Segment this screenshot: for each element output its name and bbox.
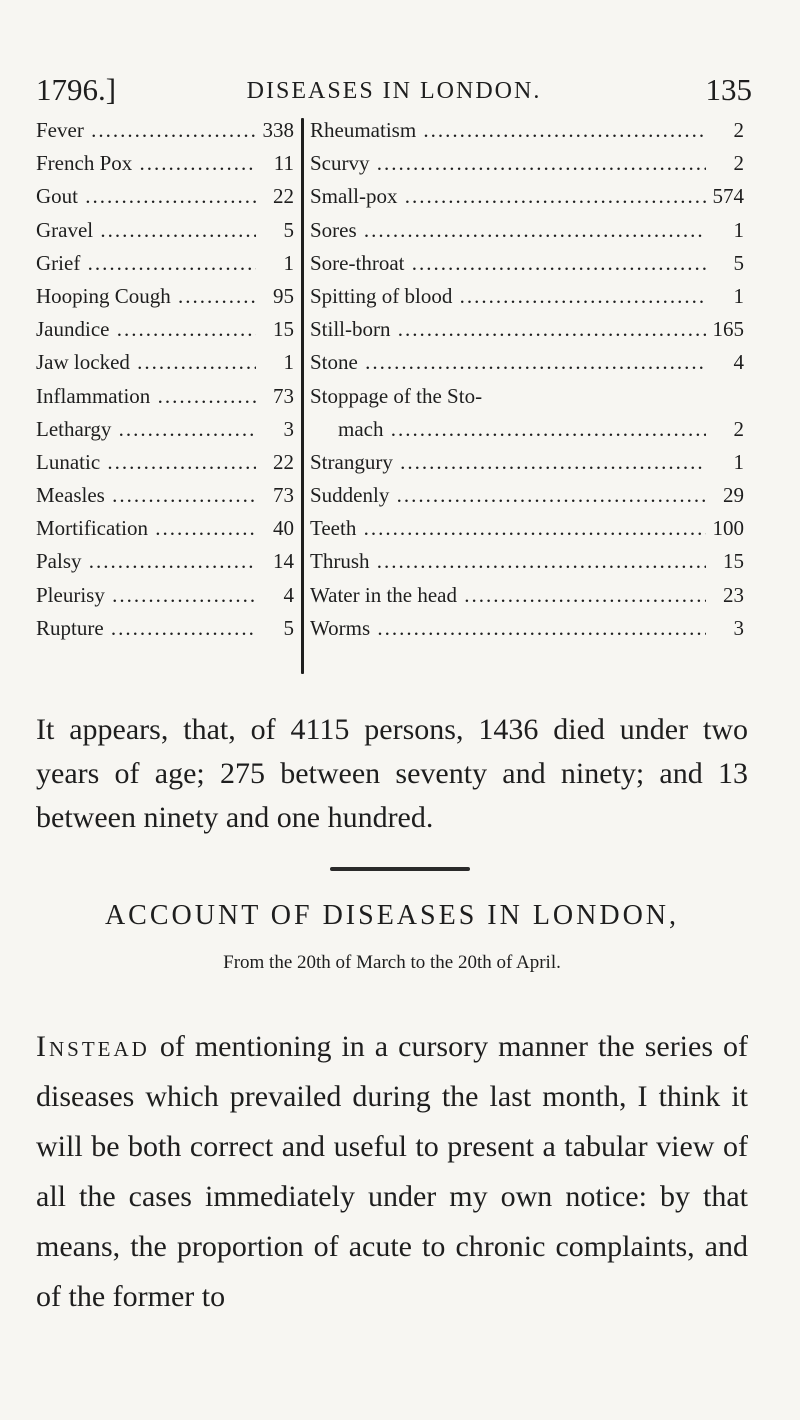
disease-name: Teeth ..... [310, 512, 706, 545]
disease-name: Fever ..... [36, 114, 256, 147]
disease-count: 5 [283, 217, 294, 242]
table-row [36, 413, 294, 446]
page-number: 135 [705, 72, 752, 107]
table-row [36, 479, 294, 512]
disease-count: 73 [273, 383, 294, 408]
disease-count: 3 [283, 416, 294, 441]
disease-name: Stone ..... [310, 346, 706, 379]
table-row [310, 479, 744, 512]
table-row [36, 346, 294, 379]
table-row [310, 247, 744, 280]
table-row [36, 114, 294, 147]
column-divider [301, 118, 304, 674]
table-row [310, 380, 744, 413]
table-row [310, 545, 744, 578]
disease-name: Spitting of blood ..... [310, 280, 706, 313]
table-row [310, 579, 744, 612]
table-row [310, 346, 744, 379]
disease-count: 1 [733, 449, 744, 474]
header-title: DISEASES IN LONDON. [246, 78, 542, 104]
disease-count: 4 [283, 582, 294, 607]
disease-name: mach ..... [310, 413, 706, 446]
disease-count: 1 [283, 350, 294, 375]
disease-name: Jaw locked ..... [36, 346, 256, 379]
disease-name: Thrush ..... [310, 545, 706, 578]
table-row [36, 446, 294, 479]
disease-count: 95 [273, 283, 294, 308]
section-heading: ACCOUNT OF DISEASES IN LONDON, [104, 900, 680, 931]
disease-count: 29 [723, 483, 744, 508]
table-row [310, 413, 744, 446]
table-left-column [36, 114, 294, 645]
disease-name: Strangury ..... [310, 446, 706, 479]
disease-name: Pleurisy ..... [36, 579, 256, 612]
table-row [36, 612, 294, 645]
disease-count: 14 [273, 549, 294, 574]
disease-name: Hooping Cough ..... [36, 280, 256, 313]
disease-count: 11 [273, 151, 294, 176]
disease-count: 3 [733, 615, 744, 640]
section-subheading: From the 20th of March to the 20th of April. [223, 952, 561, 973]
disease-count: 4 [733, 350, 744, 375]
disease-name: Worms ..... [310, 612, 706, 645]
disease-name: Lethargy ..... [36, 413, 256, 446]
body-text: of mentioning in a cursory manner the series of diseases which prevailed during the last month, I think it will be both correct and useful to present a tabular view of all the cases immediately under my own notice: by that means, the proportion of acute to chronic complaints, and of the former to [36, 1030, 748, 1313]
summary-paragraph: It appears, that, of 4115 persons, 1436 died under two years of age; 275 between seventy and ninety; and 13 between ninety and one hundred. [36, 713, 748, 834]
header-year: 1796.] [36, 72, 117, 107]
disease-name: Inflammation ..... [36, 380, 256, 413]
disease-count: 165 [712, 317, 744, 342]
disease-count: 15 [273, 317, 294, 342]
table-row [310, 280, 744, 313]
table-row [310, 313, 744, 346]
disease-count: 338 [262, 118, 294, 142]
table-row [36, 380, 294, 413]
disease-count: 22 [273, 184, 294, 209]
disease-count: 574 [712, 184, 744, 209]
disease-name: Water in the head ..... [310, 579, 706, 612]
table-row [310, 147, 744, 180]
section-rule [330, 867, 470, 871]
disease-name: Rheumatism ..... [310, 114, 706, 147]
disease-count: 2 [733, 416, 744, 441]
table-row [310, 180, 744, 213]
disease-name: Sore-throat ..... [310, 247, 706, 280]
table-row [36, 579, 294, 612]
disease-name: Measles ..... [36, 479, 256, 512]
disease-table [36, 114, 744, 674]
disease-count: 2 [733, 118, 744, 142]
disease-name: Lunatic ..... [36, 446, 256, 479]
running-header [36, 72, 752, 112]
disease-count: 1 [733, 217, 744, 242]
disease-name: Small-pox ..... [310, 180, 706, 213]
disease-count: 22 [273, 449, 294, 474]
disease-name: French Pox ..... [36, 147, 256, 180]
disease-count: 2 [733, 151, 744, 176]
table-row [310, 214, 744, 247]
disease-count: 1 [733, 283, 744, 308]
table-row [310, 612, 744, 645]
disease-count: 15 [723, 549, 744, 574]
table-row [36, 247, 294, 280]
disease-count: 1 [283, 250, 294, 275]
disease-count [706, 380, 744, 413]
disease-name: Mortification ..... [36, 512, 256, 545]
table-row [36, 512, 294, 545]
disease-name: Sores ..... [310, 214, 706, 247]
table-row [310, 114, 744, 147]
disease-name: Gout ..... [36, 180, 256, 213]
disease-name: Jaundice ..... [36, 313, 256, 346]
disease-name: Still-born ..... [310, 313, 706, 346]
disease-name: Scurvy ..... [310, 147, 706, 180]
table-row [36, 147, 294, 180]
table-row [36, 214, 294, 247]
disease-count: 5 [283, 615, 294, 640]
disease-count: 40 [273, 516, 294, 541]
disease-name: Suddenly ..... [310, 479, 706, 512]
lead-word: Instead [36, 1030, 150, 1063]
disease-count: 5 [733, 250, 744, 275]
disease-name: Gravel ..... [36, 214, 256, 247]
table-row [36, 280, 294, 313]
disease-name: Grief ..... [36, 247, 256, 280]
disease-name: Palsy ..... [36, 545, 256, 578]
disease-name: Stoppage of the Sto- [310, 383, 483, 408]
disease-name: Rupture ..... [36, 612, 256, 645]
table-row [36, 180, 294, 213]
table-row [36, 545, 294, 578]
disease-count: 73 [273, 483, 294, 508]
table-row [310, 512, 744, 545]
table-right-column [310, 114, 744, 645]
body-paragraph [36, 1022, 748, 1322]
table-row [36, 313, 294, 346]
disease-count: 23 [723, 582, 744, 607]
disease-count: 100 [712, 516, 744, 541]
table-row [310, 446, 744, 479]
